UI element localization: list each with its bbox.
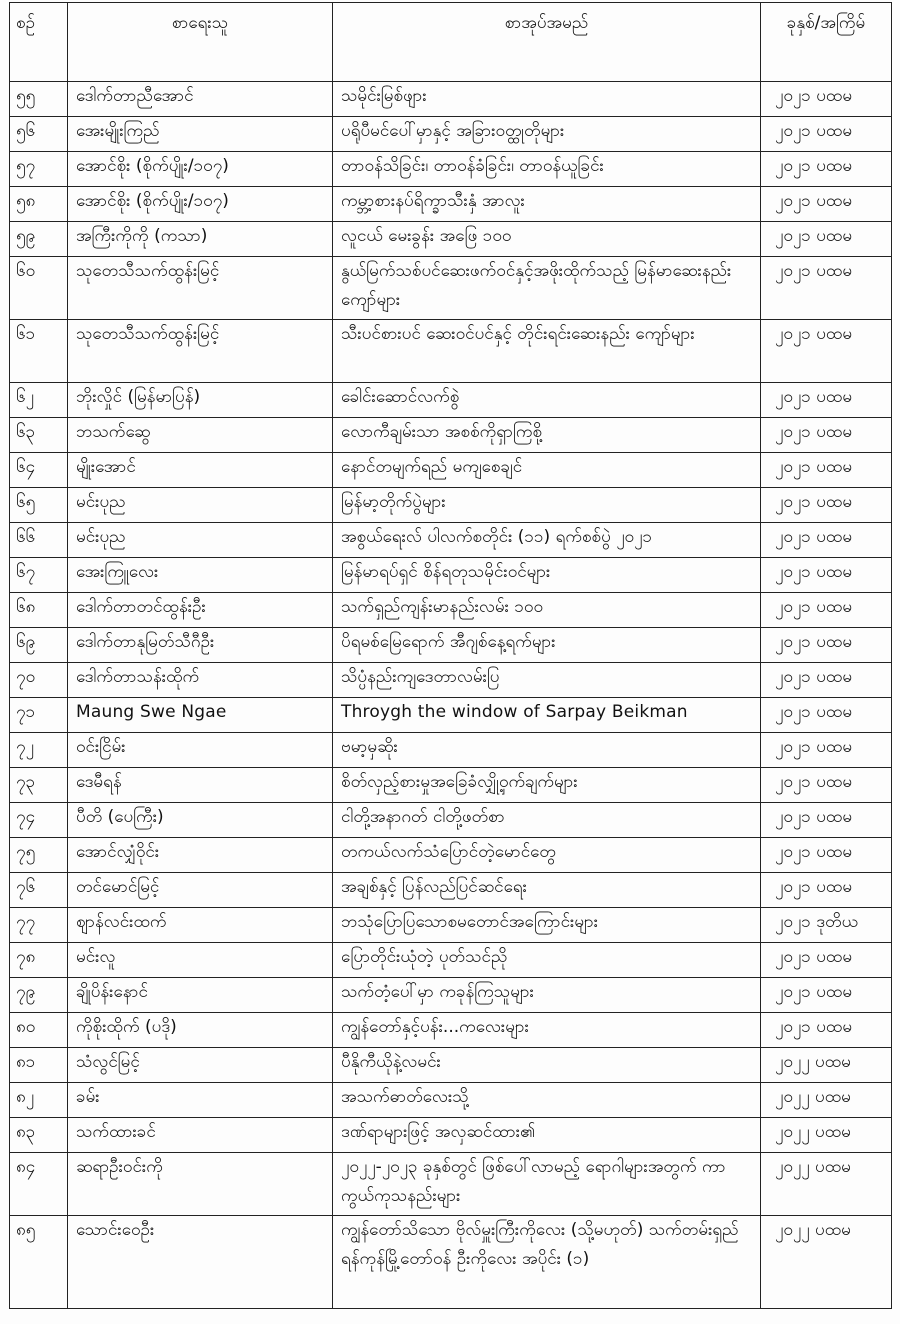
row-edition: ၂၀၂၁ ပထမ xyxy=(761,82,892,117)
row-author: အောင်စိုး (စိုက်ပျိုး/၁၀၇) xyxy=(68,152,333,187)
row-author: ဝင်းငြိမ်း xyxy=(68,733,333,768)
row-edition: ၂၀၂၁ ပထမ xyxy=(761,152,892,187)
table-row xyxy=(10,663,892,698)
row-title: နွယ်မြက်သစ်ပင်ဆေးဖက်ဝင်နှင့်အဖိုးထိုက်သည့် မြန်မာဆေးနည်းကျော်များ xyxy=(333,257,761,320)
row-author: ချိုပိန်းနောင် xyxy=(68,978,333,1013)
row-edition: ၂၀၂၁ ပထမ xyxy=(761,523,892,558)
row-edition: ၂၀၂၁ ပထမ xyxy=(761,873,892,908)
row-author: ဘသက်ဆွေ xyxy=(68,418,333,453)
table-row xyxy=(10,733,892,768)
row-title: သက်တံ့ပေါ်မှာ ကခုန်ကြသူများ xyxy=(333,978,761,1013)
row-edition: ၂၀၂၁ ပထမ xyxy=(761,698,892,733)
row-no: ၆၂ xyxy=(10,383,68,418)
row-no: ၆၅ xyxy=(10,488,68,523)
row-author: ဆရာဦးဝင်းကို xyxy=(68,1153,333,1216)
row-no: ၈၀ xyxy=(10,1013,68,1048)
row-edition: ၂၀၂၁ ပထမ xyxy=(761,943,892,978)
row-author: သက်ထားခင် xyxy=(68,1118,333,1153)
table-row xyxy=(10,698,892,733)
table-row xyxy=(10,908,892,943)
row-title: ကမ္ဘာ့စားနပ်ရိက္ခာသီးနှံ အာလူး xyxy=(333,187,761,222)
row-author: ပီတိ (ပေကြီး) xyxy=(68,803,333,838)
table-row xyxy=(10,838,892,873)
row-author: အောင်လျှံဝိုင်း xyxy=(68,838,333,873)
row-title: ပရိုပီမင်ပေါ်မှာနှင့် အခြားဝတ္ထုတိုများ xyxy=(333,117,761,152)
row-title: မြန်မာ့တိုက်ပွဲများ xyxy=(333,488,761,523)
row-title: သိပ္ပံနည်းကျဒေတာလမ်းပြ xyxy=(333,663,761,698)
row-edition: ၂၀၂၁ ပထမ xyxy=(761,1013,892,1048)
row-author: ဈာန်လင်းထက် xyxy=(68,908,333,943)
row-no: ၆၈ xyxy=(10,593,68,628)
row-author: အောင်စိုး (စိုက်ပျိုး/၁၀၇) xyxy=(68,187,333,222)
row-no: ၆၇ xyxy=(10,558,68,593)
row-author: ဒေါက်တာနုမြတ်သီဂီဦး xyxy=(68,628,333,663)
row-author: သောင်းဝေဦး xyxy=(68,1216,333,1309)
row-title: မြန်မာရပ်ရှင် စိန်ရတုသမိုင်းဝင်များ xyxy=(333,558,761,593)
row-author: ဒေါက်တာတင်ထွန်းဦး xyxy=(68,593,333,628)
row-no: ၆၉ xyxy=(10,628,68,663)
header-title: စာအုပ်အမည် xyxy=(333,3,761,82)
table-row xyxy=(10,873,892,908)
row-no: ၆၁ xyxy=(10,320,68,383)
table-row xyxy=(10,1013,892,1048)
table-row xyxy=(10,523,892,558)
header-no: စဉ် xyxy=(10,3,68,82)
row-edition: ၂၀၂၁ ပထမ xyxy=(761,733,892,768)
row-title: တာဝန်သိခြင်း၊ တာဝန်ခံခြင်း၊ တာဝန်ယူခြင်း xyxy=(333,152,761,187)
row-no: ၇၆ xyxy=(10,873,68,908)
table-row xyxy=(10,383,892,418)
row-edition: ၂၀၂၁ ပထမ xyxy=(761,978,892,1013)
row-edition: ၂၀၂၁ ပထမ xyxy=(761,768,892,803)
row-title: ၂၀၂၂-၂၀၂၃ ခုနှစ်တွင် ဖြစ်ပေါ်လာမည့် ရောဂါများအတွက် ကာကွယ်ကုသနည်းများ xyxy=(333,1153,761,1216)
table-row xyxy=(10,187,892,222)
row-title: ကျွန်တော်သိသော ဗိုလ်မှူးကြီးကိုလေး (သို့မဟုတ်) သက်တမ်းရှည်ရန်ကုန်မြို့တော်ဝန် ဦးကိုလေး အပိုင်း (၁) xyxy=(333,1216,761,1309)
row-author: အေးမျိုးကြည် xyxy=(68,117,333,152)
row-edition: ၂၀၂၁ ပထမ xyxy=(761,803,892,838)
row-no: ၆၆ xyxy=(10,523,68,558)
row-no: ၇၁ xyxy=(10,698,68,733)
row-edition: ၂၀၂၁ ပထမ xyxy=(761,488,892,523)
row-title: Throygh the window of Sarpay Beikman xyxy=(333,698,761,733)
row-edition: ၂၀၂၁ ဒုတိယ xyxy=(761,908,892,943)
row-title: လူငယ် မေးခွန်း အဖြေ ၁၀၀ xyxy=(333,222,761,257)
row-no: ၈၄ xyxy=(10,1153,68,1216)
row-edition: ၂၀၂၁ ပထမ xyxy=(761,838,892,873)
header-author: စာရေးသူ xyxy=(68,3,333,82)
row-title: စိတ်လှည့်စားမှုအခြေခံလျှို့ဝှက်ချက်များ xyxy=(333,768,761,803)
table-row xyxy=(10,152,892,187)
row-edition: ၂၀၂၂ ပထမ xyxy=(761,1118,892,1153)
row-title: ဒဏ်ရာများဖြင့် အလှဆင်ထား၏ xyxy=(333,1118,761,1153)
row-title: နောင်တမျက်ရည် မကျစေချင် xyxy=(333,453,761,488)
row-no: ၅၈ xyxy=(10,187,68,222)
row-author: အကြီးကိုကို (ကသာ) xyxy=(68,222,333,257)
row-edition: ၂၀၂၂ ပထမ xyxy=(761,1153,892,1216)
row-author: သုတေသီသက်ထွန်းမြင့် xyxy=(68,257,333,320)
row-author: Maung Swe Ngae xyxy=(68,698,333,733)
row-no: ၈၅ xyxy=(10,1216,68,1309)
table-row xyxy=(10,1153,892,1216)
row-title: ငါတို့အနာဂတ် ငါတို့ဖတ်စာ xyxy=(333,803,761,838)
row-no: ၇၂ xyxy=(10,733,68,768)
table-row xyxy=(10,803,892,838)
row-author: မင်းပုည xyxy=(68,523,333,558)
table-row xyxy=(10,593,892,628)
row-author: ဘိုးလှိုင် (မြန်မာပြန်) xyxy=(68,383,333,418)
row-title: ကျွန်တော်နှင့်ပန်း...ကလေးများ xyxy=(333,1013,761,1048)
table-row xyxy=(10,418,892,453)
table-row xyxy=(10,453,892,488)
header-edition: ခုနှစ်/အကြိမ် xyxy=(761,3,892,82)
row-no: ၇၅ xyxy=(10,838,68,873)
row-no: ၈၁ xyxy=(10,1048,68,1083)
table-row xyxy=(10,1118,892,1153)
row-edition: ၂၀၂၁ ပထမ xyxy=(761,383,892,418)
row-edition: ၂၀၂၂ ပထမ xyxy=(761,1083,892,1118)
row-title: အစွယ်ရေးလ် ပါလက်စတိုင်း (၁၁) ရက်စစ်ပွဲ ၂၀၂၁ xyxy=(333,523,761,558)
row-no: ၅၅ xyxy=(10,82,68,117)
row-no: ၆၃ xyxy=(10,418,68,453)
row-edition: ၂၀၂၁ ပထမ xyxy=(761,628,892,663)
row-title: သက်ရှည်ကျန်းမာနည်းလမ်း ၁၀၀ xyxy=(333,593,761,628)
row-title: သီးပင်စားပင် ဆေးဝင်ပင်နှင့် တိုင်းရင်းဆေးနည်း ကျော်များ xyxy=(333,320,761,383)
row-author: ခမ်း xyxy=(68,1083,333,1118)
row-edition: ၂၀၂၂ ပထမ xyxy=(761,1216,892,1309)
row-no: ၆၀ xyxy=(10,257,68,320)
row-title: ဘသုံပြောပြသောစမတောင်အကြောင်းများ xyxy=(333,908,761,943)
row-no: ၈၃ xyxy=(10,1118,68,1153)
row-title: ဗမာ့မှဆိုး xyxy=(333,733,761,768)
table-header-row xyxy=(10,3,892,82)
row-author: မင်းပုည xyxy=(68,488,333,523)
row-no: ၇၈ xyxy=(10,943,68,978)
table-row xyxy=(10,978,892,1013)
row-title: သမိုင်းမြစ်ဖျား xyxy=(333,82,761,117)
row-author: ကိုစိုးထိုက် (ပဒို) xyxy=(68,1013,333,1048)
row-title: အချစ်နှင့် ပြန်လည်ပြင်ဆင်ရေး xyxy=(333,873,761,908)
row-no: ၇၉ xyxy=(10,978,68,1013)
row-no: ၇၃ xyxy=(10,768,68,803)
table-row xyxy=(10,943,892,978)
row-edition: ၂၀၂၁ ပထမ xyxy=(761,222,892,257)
row-edition: ၂၀၂၁ ပထမ xyxy=(761,453,892,488)
table-row xyxy=(10,320,892,383)
table-row xyxy=(10,1048,892,1083)
row-no: ၇၄ xyxy=(10,803,68,838)
row-edition: ၂၀၂၁ ပထမ xyxy=(761,418,892,453)
table-row xyxy=(10,558,892,593)
row-title: ခေါင်းဆောင်လက်စွဲ xyxy=(333,383,761,418)
row-no: ၅၉ xyxy=(10,222,68,257)
row-title: ပိရမစ်မြေရောက် အီဂျစ်နေ့ရက်များ xyxy=(333,628,761,663)
table-row xyxy=(10,1083,892,1118)
row-title: လောကီချမ်းသာ အစစ်ကိုရှာကြစို့ xyxy=(333,418,761,453)
table-row xyxy=(10,82,892,117)
row-no: ၈၂ xyxy=(10,1083,68,1118)
row-author: ဒေမီရန် xyxy=(68,768,333,803)
row-title: ပီနိုကီယိုနဲ့လမင်း xyxy=(333,1048,761,1083)
row-edition: ၂၀၂၁ ပထမ xyxy=(761,663,892,698)
table-row xyxy=(10,257,892,320)
row-edition: ၂၀၂၂ ပထမ xyxy=(761,1048,892,1083)
table-row xyxy=(10,628,892,663)
table-row xyxy=(10,222,892,257)
table-row xyxy=(10,768,892,803)
row-author: မင်းလူ xyxy=(68,943,333,978)
row-no: ၇၀ xyxy=(10,663,68,698)
book-list-table xyxy=(9,2,892,1309)
row-author: မျိုးအောင် xyxy=(68,453,333,488)
row-edition: ၂၀၂၁ ပထမ xyxy=(761,257,892,320)
table-row xyxy=(10,488,892,523)
row-edition: ၂၀၂၁ ပထမ xyxy=(761,187,892,222)
row-author: တင်မောင်မြင့် xyxy=(68,873,333,908)
row-title: တကယ်လက်သံပြောင်တဲ့မောင်တွေ xyxy=(333,838,761,873)
row-edition: ၂၀၂၁ ပထမ xyxy=(761,117,892,152)
row-title: ပြောတိုင်းယုံတဲ့ ပုတ်သင်ညို xyxy=(333,943,761,978)
row-no: ၆၄ xyxy=(10,453,68,488)
row-author: ဒေါက်တာညီအောင် xyxy=(68,82,333,117)
row-author: အေးကြူလေး xyxy=(68,558,333,593)
row-edition: ၂၀၂၁ ပထမ xyxy=(761,558,892,593)
row-author: သံလွင်မြင့် xyxy=(68,1048,333,1083)
table-row xyxy=(10,1216,892,1309)
row-no: ၅၆ xyxy=(10,117,68,152)
row-author: ဒေါက်တာသန်းထိုက် xyxy=(68,663,333,698)
table-row xyxy=(10,117,892,152)
row-no: ၇၇ xyxy=(10,908,68,943)
row-author: သုတေသီသက်ထွန်းမြင့် xyxy=(68,320,333,383)
row-edition: ၂၀၂၁ ပထမ xyxy=(761,593,892,628)
row-title: အသက်ဓာတ်လေးသို့ xyxy=(333,1083,761,1118)
row-edition: ၂၀၂၁ ပထမ xyxy=(761,320,892,383)
row-no: ၅၇ xyxy=(10,152,68,187)
